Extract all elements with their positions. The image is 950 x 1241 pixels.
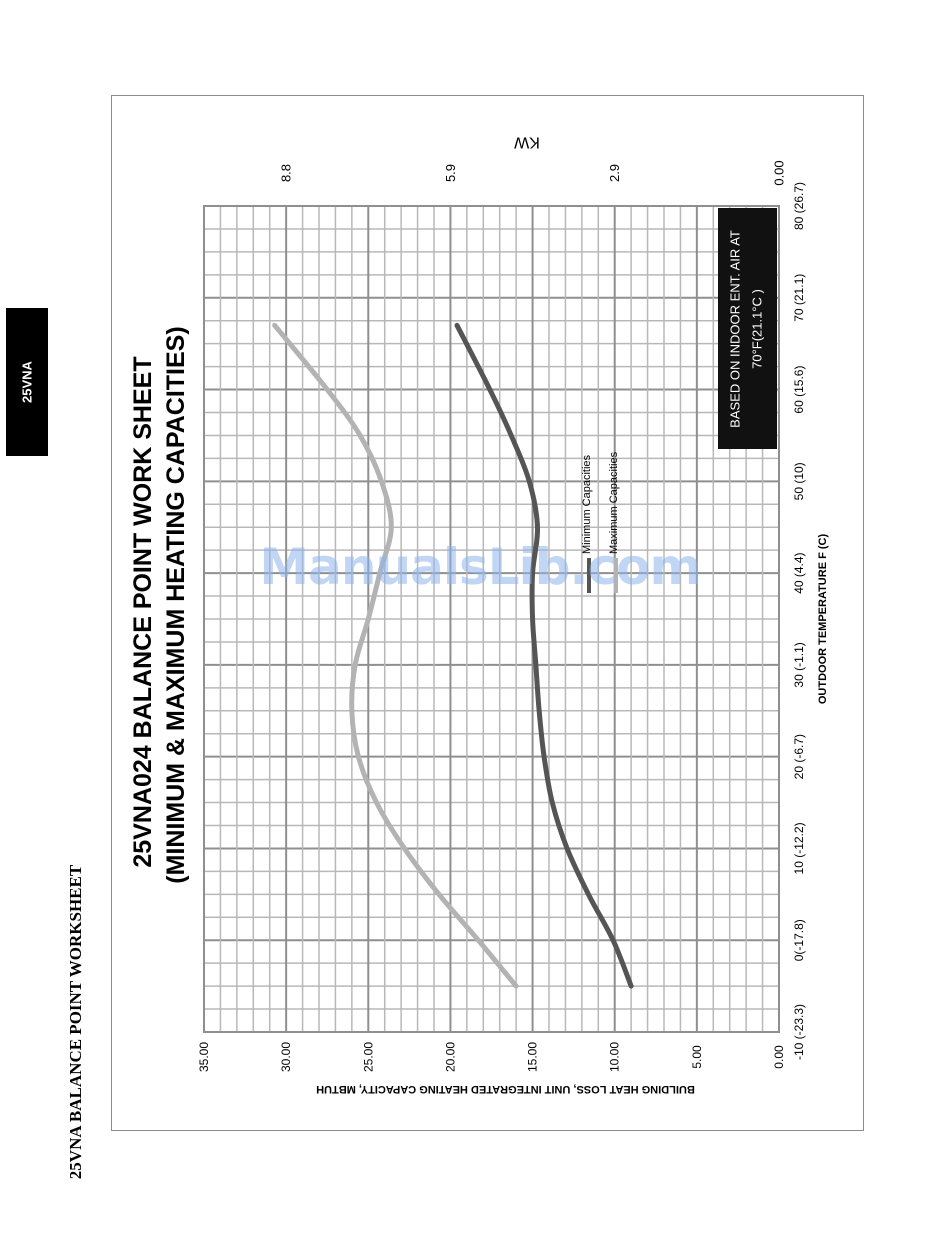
x-tick-label: 60 (15.6): [792, 365, 806, 414]
legend-label-maximum-capacities: Maximum Capacities: [608, 451, 620, 554]
x-tick-label: 30 (-1.1): [792, 642, 806, 688]
chart-title: 25VNA024 BALANCE POINT WORK SHEET: [129, 356, 157, 868]
y-tick-label: 25.00: [361, 1041, 376, 1073]
y2-axis-title: KW: [514, 133, 540, 151]
y2-tick-label: 2.9: [607, 163, 623, 183]
chart-subtitle: (MINIMUM & MAXIMUM HEATING CAPACITIES): [162, 326, 190, 884]
x-tick-label: 40 (4.4): [792, 552, 806, 594]
x-axis-title: OUTDOOR TEMPERATURE F (C): [817, 533, 829, 705]
y-axis-title: BUILDING HEAT LOSS, UNIT INTEGRATED HEATING CAPACITY, MBTUH: [316, 1083, 695, 1095]
y2-tick-label: 0.00: [771, 160, 787, 186]
series-line-maximum-capacities: [275, 325, 517, 986]
y-tick-label: 20.00: [443, 1041, 458, 1073]
x-tick-label: 10 (-12.2): [792, 822, 806, 875]
page-heading: 25VNA BALANCE POINT WORKSHEET: [66, 864, 85, 1180]
annotation-line-1: BASED ON INDOOR ENT. AIR AT: [727, 230, 743, 428]
x-tick-label: 80 (26.7): [792, 181, 806, 231]
x-tick-label: 20 (-6.7): [792, 733, 806, 780]
y-tick-label: 30.00: [279, 1041, 294, 1073]
y-tick-label: 0.00: [772, 1045, 786, 1069]
y-tick-label: 5.00: [689, 1045, 704, 1069]
y-tick-label: 15.00: [525, 1041, 540, 1073]
y-tick-label: 35.00: [197, 1041, 211, 1073]
x-tick-label: 50 (10): [792, 462, 806, 501]
x-tick-label: 0(-17.8): [792, 919, 806, 962]
x-tick-label: -10 (-23.3): [792, 1003, 806, 1061]
x-tick-label: 70 (21.1): [792, 273, 806, 322]
y2-tick-label: 8.8: [278, 163, 294, 183]
side-tab-label: 25VNA: [19, 361, 35, 403]
annotation-line-2: 70°F(21.1°C ): [749, 289, 765, 369]
y-tick-label: 10.00: [607, 1041, 622, 1073]
y2-tick-label: 5.9: [442, 163, 458, 183]
watermark: ManualsLib.com: [259, 538, 701, 596]
legend-label-minimum-capacities: Minimum Capacities: [581, 454, 593, 554]
